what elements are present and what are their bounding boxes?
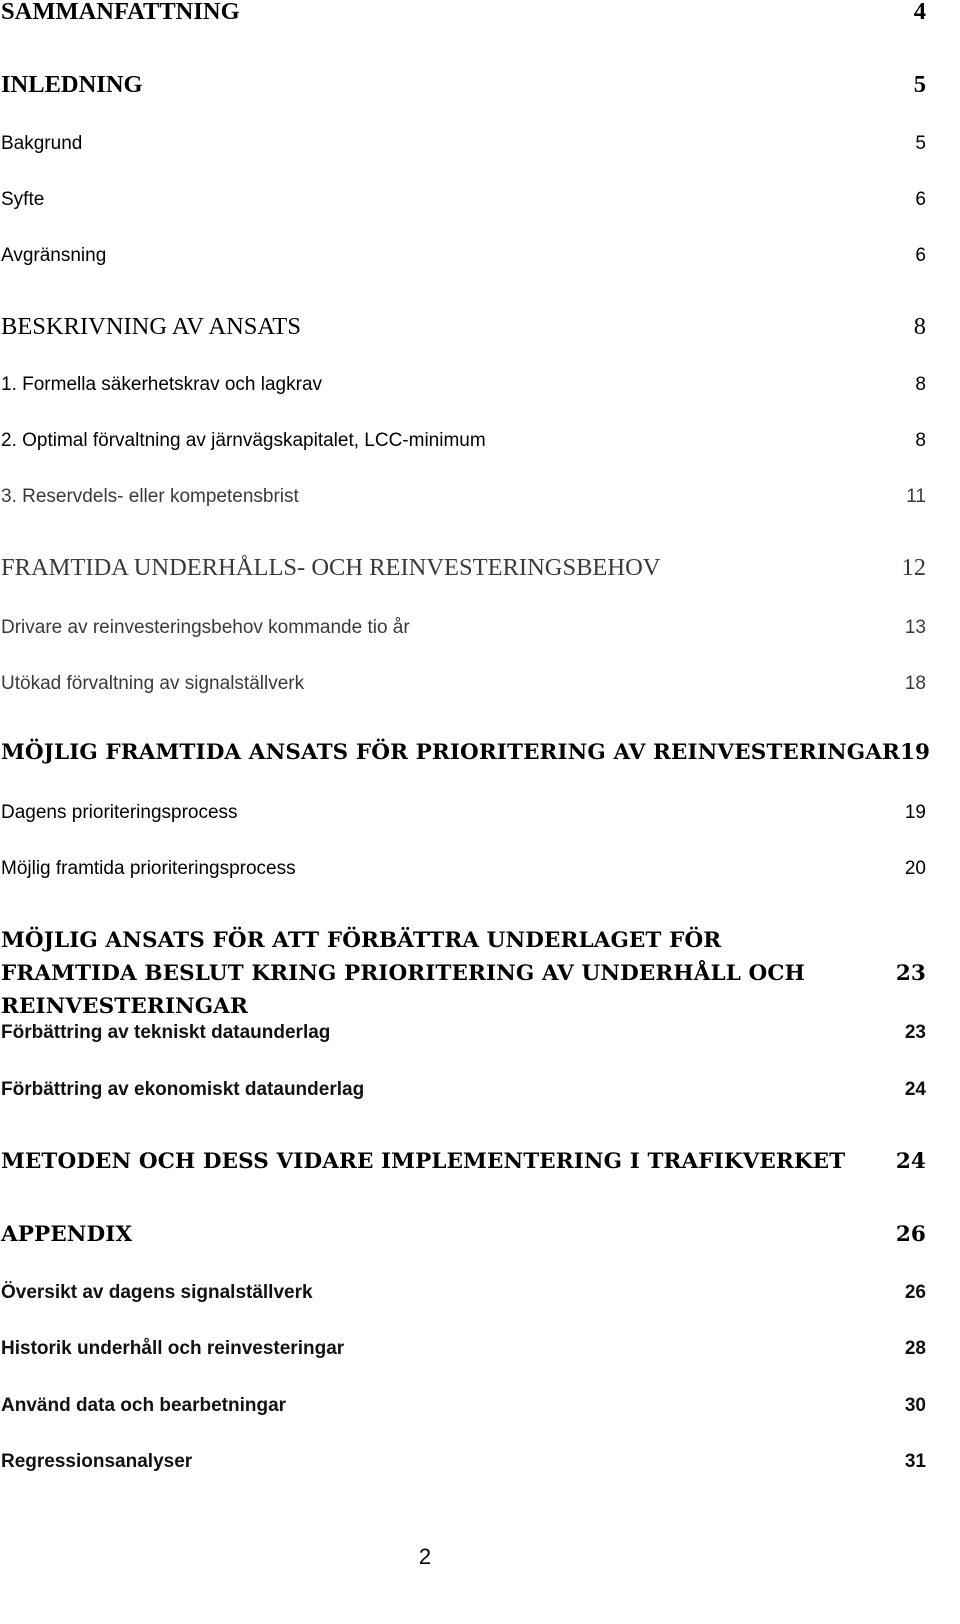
toc-entry-title: MÖJLIG ANSATS FÖR ATT FÖRBÄTTRA UNDERLAGET FÖR FRAMTIDA BESLUT KRING PRIORITERING AV UNDERHÅLL OCH REINVESTERINGAR <box>1 928 805 1019</box>
toc-entry-historik-underhall[interactable] <box>1 1337 926 1361</box>
toc-entry-title: BESKRIVNING AV ANSATS <box>1 313 301 340</box>
toc-entry-page: 26 <box>904 1282 926 1303</box>
toc-entry-page: 26 <box>895 1222 926 1247</box>
toc-entry-page: 8 <box>915 430 926 451</box>
toc-entry-forbattring-tekniskt[interactable] <box>1 1021 926 1045</box>
page-number: 2 <box>418 1544 432 1569</box>
toc-entry-appendix[interactable] <box>1 1218 926 1251</box>
toc-entry-anvand-data[interactable] <box>1 1394 926 1418</box>
toc-entry-sammanfattning[interactable] <box>1 0 926 27</box>
toc-entry-title: INLEDNING <box>1 71 143 98</box>
toc-entry-title: 1. Formella säkerhetskrav och lagkrav <box>1 374 323 395</box>
toc-entry-page: 8 <box>915 374 926 395</box>
toc-entry-avgransning[interactable] <box>1 244 926 268</box>
toc-entry-page: 5 <box>915 133 926 154</box>
toc-entry-page: 12 <box>901 554 926 581</box>
toc-entry-framtida-underhallsbehov[interactable] <box>1 553 926 583</box>
toc-entry-page: 31 <box>904 1451 926 1472</box>
toc-entry-title: 3. Reservdels- eller kompetensbrist <box>1 486 299 507</box>
toc-entry-title: FRAMTIDA UNDERHÅLLS- OCH REINVESTERINGSBEHOV <box>1 554 661 581</box>
toc-entry-page: 30 <box>904 1395 926 1416</box>
toc-entry-mojlig-framtida-ansats[interactable] <box>1 736 931 769</box>
toc-entry-syfte[interactable] <box>1 188 926 212</box>
toc-entry-mojlig-ansats-forbattra-underlaget[interactable] <box>1 924 926 1023</box>
toc-entry-title: Förbättring av tekniskt dataunderlag <box>1 1022 331 1043</box>
toc-entry-page: 13 <box>904 617 926 638</box>
toc-entry-page: 18 <box>904 673 926 694</box>
toc-entry-formella-sakerhetskrav[interactable] <box>1 373 926 397</box>
toc-entry-beskrivning-av-ansats[interactable] <box>1 312 926 342</box>
toc-entry-bakgrund[interactable] <box>1 132 926 156</box>
toc-entry-title: Utökad förvaltning av signalställverk <box>1 673 305 694</box>
toc-entry-dagens-prioriteringsprocess[interactable] <box>1 801 926 825</box>
toc-entry-page: 28 <box>904 1338 926 1359</box>
toc-entry-forbattring-ekonomiskt[interactable] <box>1 1078 926 1102</box>
toc-entry-title: SAMMANFATTNING <box>1 0 240 25</box>
toc-entry-metoden[interactable] <box>1 1145 926 1178</box>
toc-entry-page: 20 <box>904 858 926 879</box>
toc-entry-title: APPENDIX <box>1 1222 133 1247</box>
toc-entry-page: 5 <box>913 71 926 98</box>
toc-entry-title: Syfte <box>1 189 45 210</box>
toc-entry-page: 19 <box>900 740 931 765</box>
toc-entry-optimal-forvaltning[interactable] <box>1 429 926 453</box>
toc-entry-title: Översikt av dagens signalställverk <box>1 1282 313 1303</box>
toc-entry-title: 2. Optimal förvaltning av järnvägskapitalet, LCC-minimum <box>1 430 486 451</box>
toc-entry-page: 6 <box>915 245 926 266</box>
toc-entry-title: METODEN OCH DESS VIDARE IMPLEMENTERING I TRAFIKVERKET <box>1 1149 846 1174</box>
toc-entry-mojlig-framtida-prioriteringsprocess[interactable] <box>1 857 926 881</box>
toc-entry-page: 6 <box>915 189 926 210</box>
table-of-contents <box>1 0 931 1560</box>
toc-entry-page: 24 <box>904 1079 926 1100</box>
toc-entry-page: 24 <box>895 1149 926 1174</box>
toc-entry-utokad-forvaltning[interactable] <box>1 672 926 696</box>
toc-entry-title: Använd data och bearbetningar <box>1 1395 287 1416</box>
toc-entry-page: 23 <box>895 961 926 986</box>
toc-entry-title: Dagens prioriteringsprocess <box>1 802 238 823</box>
toc-entry-drivare-reinvesteringsbehov[interactable] <box>1 616 926 640</box>
toc-entry-title: Förbättring av ekonomiskt dataunderlag <box>1 1079 365 1100</box>
toc-entry-page: 19 <box>904 802 926 823</box>
toc-entry-title: Historik underhåll och reinvesteringar <box>1 1338 345 1359</box>
toc-entry-title: Bakgrund <box>1 133 83 154</box>
toc-entry-title: Regressionsanalyser <box>1 1451 193 1472</box>
toc-entry-inledning[interactable] <box>1 70 926 100</box>
toc-entry-regressionsanalyser[interactable] <box>1 1450 926 1474</box>
toc-entry-page: 23 <box>904 1022 926 1043</box>
toc-entry-page: 4 <box>913 0 926 25</box>
toc-entry-oversikt-signalstallverk[interactable] <box>1 1281 926 1305</box>
toc-entry-title: Avgränsning <box>1 245 107 266</box>
toc-entry-page: 8 <box>913 313 926 340</box>
toc-entry-title: Drivare av reinvesteringsbehov kommande tio år <box>1 617 410 638</box>
toc-entry-page: 11 <box>906 486 926 507</box>
toc-entry-title: MÖJLIG FRAMTIDA ANSATS FÖR PRIORITERING AV REINVESTERINGAR <box>1 740 900 765</box>
toc-entry-title: Möjlig framtida prioriteringsprocess <box>1 858 296 879</box>
toc-entry-reservdelsbrist[interactable] <box>1 485 926 509</box>
